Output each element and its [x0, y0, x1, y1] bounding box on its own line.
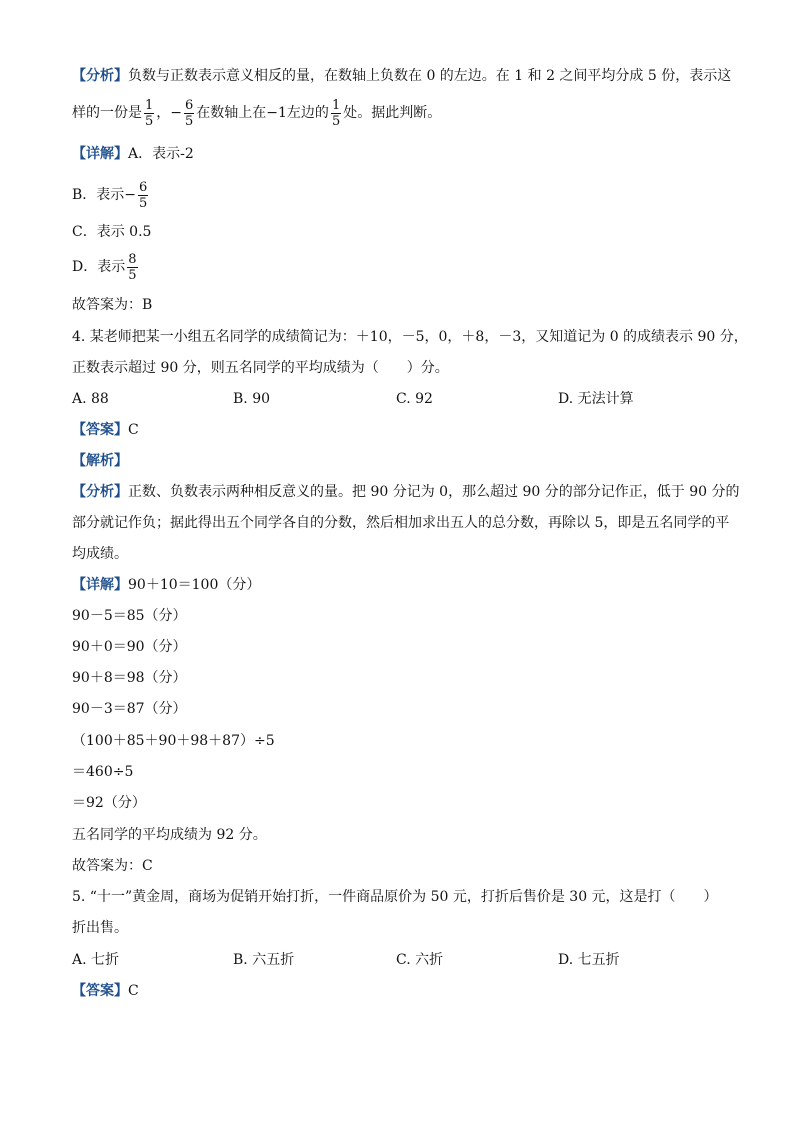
q4-calc-line: ＝460÷5 — [72, 764, 134, 780]
q4-analysis-line2: 部分就记作负；据此得出五个同学各自的分数，然后相加求出五人的总分数，再除以 5，即是五名同学的平 — [72, 515, 730, 531]
fraction-denominator: 5 — [331, 113, 341, 129]
q3-final: 故答案为：B — [72, 297, 153, 313]
q5-option-c: C. 六折 — [396, 952, 444, 968]
q4-explain-line — [72, 451, 128, 471]
q5-answer: C — [128, 983, 139, 999]
fraction-denominator: 5 — [139, 195, 148, 211]
q3-detail-c: C．表示 0.5 — [72, 224, 152, 240]
q3-analysis-text2c: 在数轴上在−1左边的 — [196, 105, 329, 121]
q3-analysis-text1: 负数与正数表示意义相反的量，在数轴上负数在 0 的左边。在 1 和 2 之间平均分成 5 份，表示这 — [128, 68, 732, 84]
q4-answer: C — [128, 422, 139, 438]
fraction-denominator: 5 — [185, 113, 194, 129]
q5-stem-line1: 5. “十一”黄金周，商场为促销开始打折，一件商品原价为 50 元，打折后售价是 30 元，这是打（ ） — [72, 889, 718, 905]
q4-calc-line: 90＋8＝98（分） — [72, 670, 187, 686]
q3-detail-line-d — [72, 250, 140, 284]
q3-detail-a: A．表示-2 — [128, 146, 194, 162]
fraction — [184, 98, 194, 129]
fraction-numerator: 1 — [331, 97, 341, 113]
q4-analysis-text1: 正数、负数表示两种相反意义的量。把 90 分记为 0，那么超过 90 分的部分记作正，低于 90 分的 — [128, 484, 740, 500]
q5-option-b: B. 六五折 — [233, 952, 295, 968]
fraction-numerator: 6 — [185, 97, 194, 113]
q4-option-b: B. 90 — [233, 391, 271, 407]
fraction-denominator: 5 — [145, 113, 154, 129]
q4-answer-line — [72, 420, 139, 440]
q4-analysis-line3: 均成绩。 — [72, 546, 128, 562]
fraction — [138, 180, 148, 211]
q4-calc-line: （100＋85＋90＋98＋87）÷5 — [72, 733, 275, 749]
q3-analysis-text2d: 处。据此判断。 — [343, 105, 442, 121]
answer-tag: 【答案】 — [72, 983, 128, 999]
fraction-numerator: 8 — [128, 251, 137, 267]
q5-option-d: D. 七五折 — [558, 952, 620, 968]
fraction-numerator: 6 — [139, 179, 148, 195]
q4-final: 故答案为：C — [72, 858, 153, 874]
detail-tag: 【详解】 — [72, 577, 128, 593]
q4-calc-line: 90＋0＝90（分） — [72, 639, 187, 655]
q4-detail-line1 — [72, 575, 260, 595]
q4-stem-line1: 4. 某老师把某一小组五名同学的成绩简记为：＋10，－5，0，＋8，－3，又知道记为 0 的成绩表示 90 分， — [72, 329, 748, 345]
fraction — [331, 98, 341, 129]
q4-detail-first: 90＋10＝100（分） — [128, 577, 261, 593]
q4-analysis-line1 — [72, 482, 740, 502]
q3-analysis-line1 — [72, 66, 731, 86]
q3-detail-line-a — [72, 144, 194, 164]
q3-detail-b: B．表示− — [72, 187, 137, 203]
q3-detail-d: D．表示 — [72, 259, 126, 275]
fraction — [144, 98, 154, 129]
explain-tag: 【解析】 — [72, 453, 128, 469]
q3-detail-line-b — [72, 178, 150, 212]
q4-calc-line: 90－3＝87（分） — [72, 701, 187, 717]
q3-analysis-text2a: 样的一份是 — [72, 105, 142, 121]
q4-calc-line: ＝92（分） — [72, 795, 146, 811]
q4-conclusion: 五名同学的平均成绩为 92 分。 — [72, 827, 267, 843]
analysis-tag: 【分析】 — [72, 68, 128, 84]
fraction — [127, 252, 137, 283]
analysis-tag: 【分析】 — [72, 484, 128, 500]
q4-option-d: D. 无法计算 — [558, 391, 634, 407]
q5-stem-line2: 折出售。 — [72, 920, 128, 936]
q5-option-a: A. 七折 — [72, 952, 120, 968]
answer-tag: 【答案】 — [72, 422, 128, 438]
q3-analysis-line2 — [72, 96, 441, 130]
q4-stem-line2: 正数表示超过 90 分，则五名同学的平均成绩为（ ）分。 — [72, 360, 449, 376]
detail-tag: 【详解】 — [72, 146, 128, 162]
fraction-numerator: 1 — [145, 97, 154, 113]
q5-answer-line — [72, 981, 139, 1001]
q4-option-c: C. 92 — [396, 391, 433, 407]
q4-option-a: A. 88 — [72, 391, 109, 407]
fraction-denominator: 5 — [128, 267, 137, 283]
q4-calc-line: 90－5＝85（分） — [72, 608, 187, 624]
q3-analysis-text2b: ，− — [156, 105, 183, 121]
